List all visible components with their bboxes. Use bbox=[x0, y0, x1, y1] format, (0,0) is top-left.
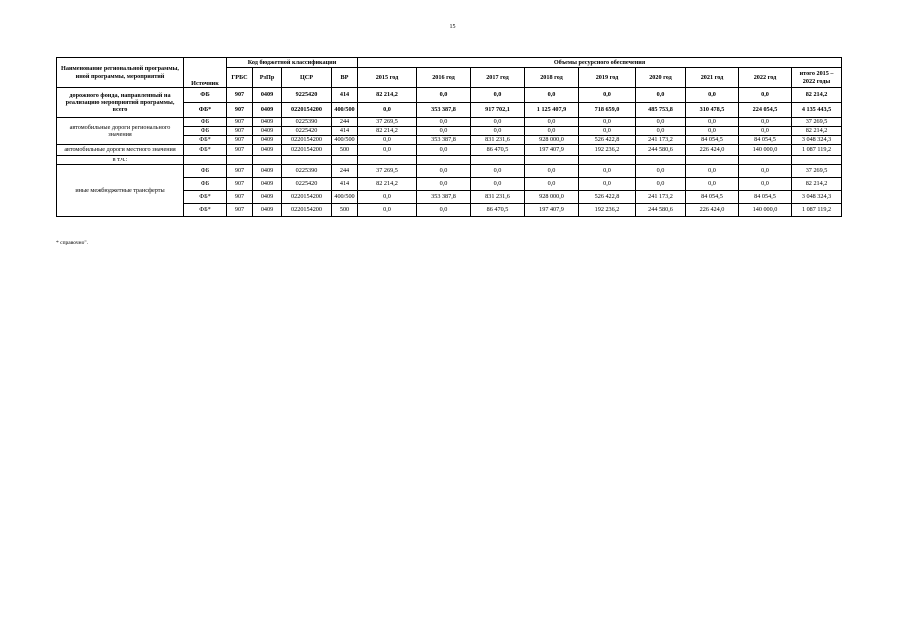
cell-value: 192 236,2 bbox=[579, 204, 636, 217]
cell-value: 0,0 bbox=[525, 178, 579, 191]
table-row bbox=[57, 156, 842, 165]
header-year: 2015 год bbox=[358, 68, 417, 88]
header-rzpr: РзПр bbox=[253, 68, 282, 88]
row-group-name: иные межбюджетные трансферты bbox=[57, 165, 184, 217]
cell-rzpr: 0409 bbox=[253, 165, 282, 178]
cell-value: 37 269,5 bbox=[358, 118, 417, 127]
cell-value: 526 422,8 bbox=[579, 191, 636, 204]
cell-value: 831 231,6 bbox=[471, 136, 525, 145]
cell-total: 82 214,2 bbox=[792, 178, 842, 191]
cell-vr: 414 bbox=[332, 178, 358, 191]
cell-source: ФБ bbox=[184, 165, 227, 178]
cell-value: 0,0 bbox=[686, 118, 739, 127]
cell-empty bbox=[184, 156, 227, 165]
cell-value: 241 173,2 bbox=[636, 136, 686, 145]
cell-value: 0,0 bbox=[417, 204, 471, 217]
cell-value: 0,0 bbox=[686, 165, 739, 178]
cell-value: 831 231,6 bbox=[471, 191, 525, 204]
cell-value: 0,0 bbox=[471, 88, 525, 103]
cell-value: 0,0 bbox=[417, 145, 471, 156]
cell-value: 244 580,6 bbox=[636, 204, 686, 217]
cell-value: 526 422,8 bbox=[579, 136, 636, 145]
cell-value: 0,0 bbox=[686, 178, 739, 191]
table-row bbox=[57, 88, 842, 103]
header-year: 2017 год bbox=[471, 68, 525, 88]
cell-empty bbox=[282, 156, 332, 165]
cell-value: 0,0 bbox=[525, 165, 579, 178]
cell-value: 84 054,5 bbox=[686, 136, 739, 145]
cell-value: 353 387,8 bbox=[417, 136, 471, 145]
cell-empty bbox=[417, 156, 471, 165]
cell-value: 86 470,5 bbox=[471, 204, 525, 217]
cell-empty bbox=[471, 156, 525, 165]
cell-total: 3 048 324,3 bbox=[792, 191, 842, 204]
cell-value: 197 407,9 bbox=[525, 145, 579, 156]
cell-value: 0,0 bbox=[579, 127, 636, 136]
cell-grbs: 907 bbox=[227, 118, 253, 127]
cell-empty bbox=[358, 156, 417, 165]
cell-grbs: 907 bbox=[227, 127, 253, 136]
cell-value: 928 000,0 bbox=[525, 191, 579, 204]
cell-value: 0,0 bbox=[525, 127, 579, 136]
cell-grbs: 907 bbox=[227, 165, 253, 178]
header-csr: ЦСР bbox=[282, 68, 332, 88]
cell-csr: 0220154200 bbox=[282, 204, 332, 217]
cell-grbs: 907 bbox=[227, 136, 253, 145]
cell-csr: 0225390 bbox=[282, 165, 332, 178]
cell-csr: 0225420 bbox=[282, 127, 332, 136]
cell-value: 140 000,0 bbox=[739, 145, 792, 156]
header-classification: Код бюджетной классификации bbox=[227, 58, 358, 68]
cell-csr: 0220154200 bbox=[282, 136, 332, 145]
cell-value: 0,0 bbox=[358, 204, 417, 217]
cell-value: 718 659,0 bbox=[579, 103, 636, 118]
cell-source: ФБ bbox=[184, 178, 227, 191]
cell-value: 0,0 bbox=[579, 118, 636, 127]
cell-vr: 244 bbox=[332, 165, 358, 178]
cell-value: 192 236,2 bbox=[579, 145, 636, 156]
cell-value: 84 054,5 bbox=[739, 191, 792, 204]
cell-total: 4 135 443,5 bbox=[792, 103, 842, 118]
cell-grbs: 907 bbox=[227, 145, 253, 156]
cell-empty bbox=[792, 156, 842, 165]
cell-rzpr: 0409 bbox=[253, 88, 282, 103]
cell-source: ФБ bbox=[184, 118, 227, 127]
header-year: 2019 год bbox=[579, 68, 636, 88]
cell-vr: 244 bbox=[332, 118, 358, 127]
cell-value: 37 269,5 bbox=[358, 165, 417, 178]
cell-source: ФБ* bbox=[184, 145, 227, 156]
header-year: 2020 год bbox=[636, 68, 686, 88]
header-vr: ВР bbox=[332, 68, 358, 88]
header-year: 2016 год bbox=[417, 68, 471, 88]
cell-empty bbox=[739, 156, 792, 165]
cell-csr: 0220154200 bbox=[282, 145, 332, 156]
cell-value: 0,0 bbox=[636, 178, 686, 191]
cell-rzpr: 0409 bbox=[253, 191, 282, 204]
cell-value: 0,0 bbox=[358, 145, 417, 156]
cell-rzpr: 0409 bbox=[253, 136, 282, 145]
cell-vr: 400/500 bbox=[332, 191, 358, 204]
cell-total: 82 214,2 bbox=[792, 88, 842, 103]
cell-value: 353 387,8 bbox=[417, 191, 471, 204]
cell-empty bbox=[686, 156, 739, 165]
cell-value: 0,0 bbox=[636, 118, 686, 127]
cell-source: ФБ* bbox=[184, 136, 227, 145]
table-row bbox=[57, 118, 842, 127]
header-funding: Объемы ресурсного обеспечения bbox=[358, 58, 842, 68]
cell-value: 197 407,9 bbox=[525, 204, 579, 217]
cell-value: 0,0 bbox=[636, 165, 686, 178]
cell-grbs: 907 bbox=[227, 178, 253, 191]
footnote: * справочно". bbox=[56, 240, 88, 246]
cell-grbs: 907 bbox=[227, 103, 253, 118]
cell-value: 0,0 bbox=[417, 178, 471, 191]
cell-value: 226 424,0 bbox=[686, 145, 739, 156]
cell-total: 37 269,5 bbox=[792, 118, 842, 127]
cell-total: 1 087 119,2 bbox=[792, 145, 842, 156]
table-row bbox=[57, 145, 842, 156]
cell-source: ФБ* bbox=[184, 204, 227, 217]
cell-value: 0,0 bbox=[471, 178, 525, 191]
cell-empty bbox=[525, 156, 579, 165]
cell-value: 82 214,2 bbox=[358, 178, 417, 191]
cell-value: 0,0 bbox=[579, 178, 636, 191]
cell-source: ФБ bbox=[184, 127, 227, 136]
cell-empty bbox=[579, 156, 636, 165]
cell-csr: 0225390 bbox=[282, 118, 332, 127]
cell-value: 84 054,5 bbox=[739, 136, 792, 145]
cell-value: 0,0 bbox=[636, 88, 686, 103]
cell-source: ФБ* bbox=[184, 103, 227, 118]
cell-value: 0,0 bbox=[471, 118, 525, 127]
cell-csr: 0220154200 bbox=[282, 191, 332, 204]
cell-value: 0,0 bbox=[358, 191, 417, 204]
cell-source: ФБ bbox=[184, 88, 227, 103]
cell-vr: 400/500 bbox=[332, 136, 358, 145]
header-year: 2018 год bbox=[525, 68, 579, 88]
cell-value: 0,0 bbox=[525, 88, 579, 103]
cell-value: 241 173,2 bbox=[636, 191, 686, 204]
cell-value: 0,0 bbox=[686, 88, 739, 103]
cell-value: 0,0 bbox=[525, 118, 579, 127]
cell-value: 0,0 bbox=[471, 165, 525, 178]
header-year: 2021 год bbox=[686, 68, 739, 88]
cell-value: 0,0 bbox=[739, 165, 792, 178]
cell-rzpr: 0409 bbox=[253, 204, 282, 217]
cell-empty bbox=[636, 156, 686, 165]
cell-total: 3 048 324,3 bbox=[792, 136, 842, 145]
cell-value: 82 214,2 bbox=[358, 127, 417, 136]
cell-value: 140 000,0 bbox=[739, 204, 792, 217]
cell-value: 82 214,2 bbox=[358, 88, 417, 103]
cell-total: 1 087 119,2 bbox=[792, 204, 842, 217]
cell-value: 86 470,5 bbox=[471, 145, 525, 156]
cell-vr: 500 bbox=[332, 204, 358, 217]
cell-value: 0,0 bbox=[636, 127, 686, 136]
cell-value: 0,0 bbox=[739, 118, 792, 127]
cell-value: 0,0 bbox=[417, 127, 471, 136]
cell-value: 0,0 bbox=[686, 127, 739, 136]
cell-value: 0,0 bbox=[358, 103, 417, 118]
cell-value: 224 054,5 bbox=[739, 103, 792, 118]
cell-value: 244 580,6 bbox=[636, 145, 686, 156]
budget-table bbox=[56, 57, 842, 217]
cell-value: 485 753,8 bbox=[636, 103, 686, 118]
table-body bbox=[57, 88, 842, 217]
cell-vr: 414 bbox=[332, 88, 358, 103]
cell-value: 0,0 bbox=[471, 127, 525, 136]
cell-value: 0,0 bbox=[579, 88, 636, 103]
page-number: 15 bbox=[449, 24, 456, 30]
cell-value: 0,0 bbox=[358, 136, 417, 145]
cell-value: 0,0 bbox=[417, 118, 471, 127]
header-name: Наименование региональной программы, иной программы, мероприятий bbox=[57, 58, 184, 88]
cell-grbs: 907 bbox=[227, 191, 253, 204]
cell-value: 0,0 bbox=[417, 88, 471, 103]
cell-value: 353 387,8 bbox=[417, 103, 471, 118]
cell-rzpr: 0409 bbox=[253, 118, 282, 127]
cell-vr: 414 bbox=[332, 127, 358, 136]
cell-grbs: 907 bbox=[227, 88, 253, 103]
row-group-name: дорожного фонда, направленный на реализацию мероприятий программы, всего bbox=[57, 88, 184, 118]
cell-value: 310 478,5 bbox=[686, 103, 739, 118]
cell-csr: 9225420 bbox=[282, 88, 332, 103]
cell-value: 0,0 bbox=[579, 165, 636, 178]
header-source: Источник bbox=[184, 58, 227, 88]
cell-rzpr: 0409 bbox=[253, 145, 282, 156]
header-grbs: ГРБС bbox=[227, 68, 253, 88]
header-total: итого 2015 – 2022 годы bbox=[792, 68, 842, 88]
cell-rzpr: 0409 bbox=[253, 178, 282, 191]
cell-rzpr: 0409 bbox=[253, 127, 282, 136]
header-year: 2022 год bbox=[739, 68, 792, 88]
cell-grbs: 907 bbox=[227, 204, 253, 217]
cell-vr: 400/500 bbox=[332, 103, 358, 118]
cell-csr: 0225420 bbox=[282, 178, 332, 191]
cell-value: 0,0 bbox=[739, 88, 792, 103]
cell-value: 0,0 bbox=[417, 165, 471, 178]
row-group-name: в т.ч.: bbox=[57, 156, 184, 165]
table-row bbox=[57, 165, 842, 178]
cell-value: 226 424,0 bbox=[686, 204, 739, 217]
cell-value: 0,0 bbox=[739, 127, 792, 136]
cell-empty bbox=[332, 156, 358, 165]
row-group-name: автомобильные дороги регионального значения bbox=[57, 118, 184, 145]
cell-total: 82 214,2 bbox=[792, 127, 842, 136]
cell-csr: 0220154200 bbox=[282, 103, 332, 118]
cell-value: 0,0 bbox=[739, 178, 792, 191]
row-group-name: автомобильные дороги местного значения bbox=[57, 145, 184, 156]
cell-vr: 500 bbox=[332, 145, 358, 156]
cell-total: 37 269,5 bbox=[792, 165, 842, 178]
cell-value: 928 000,0 bbox=[525, 136, 579, 145]
cell-empty bbox=[227, 156, 253, 165]
cell-rzpr: 0409 bbox=[253, 103, 282, 118]
cell-value: 1 125 407,9 bbox=[525, 103, 579, 118]
cell-value: 84 054,5 bbox=[686, 191, 739, 204]
cell-source: ФБ* bbox=[184, 191, 227, 204]
cell-empty bbox=[253, 156, 282, 165]
cell-value: 917 702,1 bbox=[471, 103, 525, 118]
